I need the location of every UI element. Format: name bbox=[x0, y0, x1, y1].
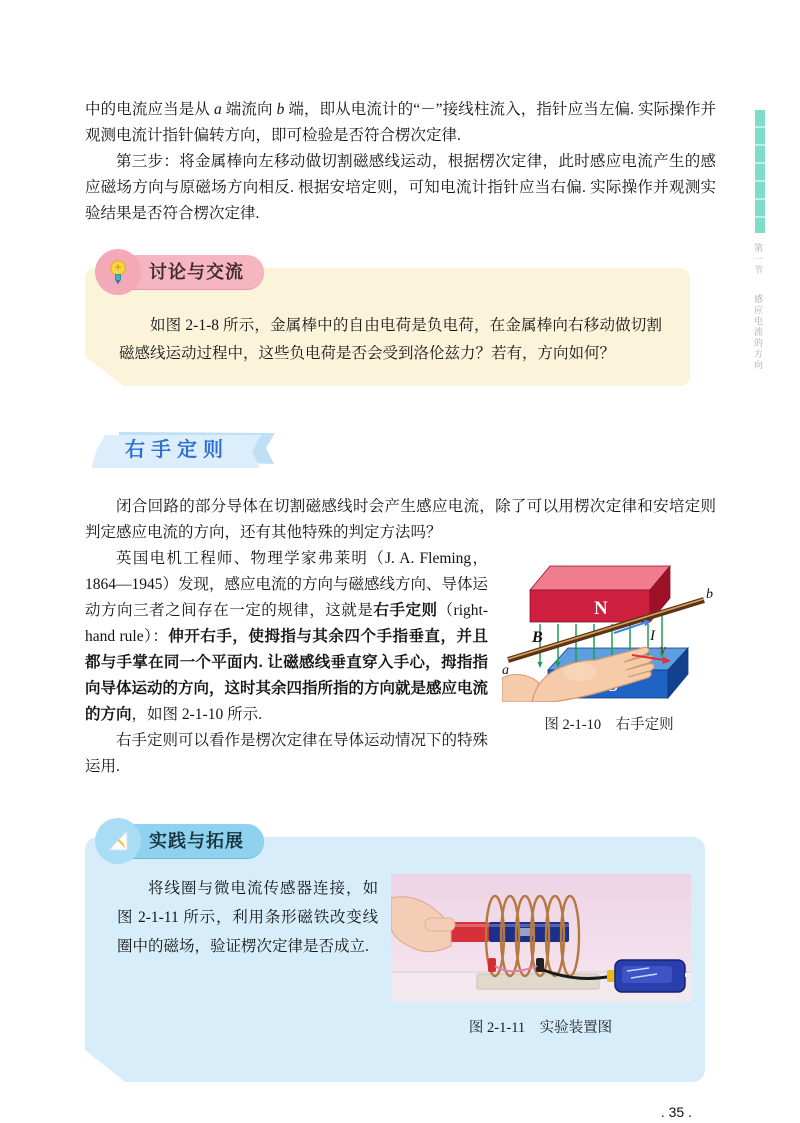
main-paragraph-3: 右手定则可以看作是楞次定律在导体运动情况下的特殊运用. bbox=[85, 732, 489, 775]
side-gap bbox=[758, 276, 759, 294]
page-content bbox=[85, 97, 716, 1120]
main-paragraph-1: 闭合回路的部分导体在切割磁感线时会产生感应电流，除了可以用楞次定律和安培定则判定感应电流的方向，还有其他特殊的判定方法吗？ bbox=[85, 498, 716, 541]
field-label: B bbox=[532, 629, 543, 646]
main-text: ，如图 2-1-10 所示. bbox=[131, 706, 262, 723]
term-right-hand-rule: 右手定则 bbox=[373, 602, 438, 619]
discussion-question: 如图 2-1-8 所示，金属棒中的自由电荷是负电荷，在金属棒向右移动做切割磁感线运动过程中，这些负电荷是否会受到洛伦兹力？若有，方向如何？ bbox=[119, 317, 662, 362]
discussion-box bbox=[85, 255, 690, 386]
side-section-marker bbox=[751, 243, 765, 371]
rule-statement-bold: 伸开右手，使拇指与其余四个手指垂直，并且都与手掌在同一个平面内. 让磁感线垂直穿入手心，拇指指向导体运动的方向，这时其余四指所指的方向就是感应电流的方向 bbox=[85, 628, 489, 723]
rod-end-b-label: b bbox=[706, 587, 713, 602]
experiment-photo bbox=[391, 874, 691, 1002]
discussion-title: 讨论与交流 bbox=[113, 255, 264, 289]
rod-end-a-label: a bbox=[502, 663, 509, 678]
section-banner bbox=[89, 432, 279, 472]
main-text: 英国电机工程师、物理学家弗莱明（J. A. Fleming，1864—1945）发现，感应电流的方向与磁感线方向、导体运动方向三者之间存在一定的规律，这就是 bbox=[85, 550, 489, 619]
figure-exp-caption: 图 2-1-11 实验装置图 bbox=[468, 1020, 613, 1036]
n-pole-label: N bbox=[594, 598, 608, 619]
figure-rhr-caption: 图 2-1-10 右手定则 bbox=[544, 717, 674, 733]
intro-paragraph-1 bbox=[85, 97, 716, 149]
practice-box bbox=[85, 824, 705, 1082]
page-number: . 35 . bbox=[660, 1104, 692, 1120]
side-section-number: 第一节 bbox=[753, 243, 763, 276]
practice-badge bbox=[95, 824, 264, 858]
intro-text: 端流向 bbox=[221, 101, 277, 118]
velocity-label: v bbox=[660, 641, 666, 656]
terminal-b-label: b bbox=[276, 101, 285, 118]
main-text-block bbox=[85, 494, 716, 780]
bulb-icon bbox=[95, 249, 141, 295]
terminal-a-label: a bbox=[213, 101, 222, 118]
intro-text: 中的电流应当是从 bbox=[85, 101, 214, 118]
figure-experiment bbox=[390, 874, 691, 1037]
practice-title: 实践与拓展 bbox=[113, 824, 264, 858]
set-square-icon bbox=[95, 818, 141, 864]
main-text: （right-hand rule）： bbox=[85, 602, 488, 645]
side-section-title: 感应电流的方向 bbox=[753, 294, 763, 371]
intro-text: 端，即从电流计的“－”接线柱流入，指针应当左偏. 实际操作并观测电流计指针偏转方向，即可检验是否符合楞次定律. bbox=[85, 101, 716, 144]
chapter-edge-bar bbox=[755, 110, 765, 233]
current-sensor bbox=[607, 960, 691, 992]
section-title: 右手定则 bbox=[125, 439, 229, 461]
practice-instructions: 将线圈与微电流传感器连接，如图 2-1-11 所示，利用条形磁铁改变线圈中的磁场，验证楞次定律是否成立. bbox=[117, 880, 379, 955]
intro-paragraph-2: 第三步：将金属棒向左移动做切割磁感线运动，根据楞次定律，此时感应电流产生的感应磁场方向与原磁场方向相反. 根据安培定则，可知电流计指针应当右偏. 实际操作并观测实验结果是否符合楞次定律. bbox=[85, 153, 716, 222]
discussion-badge bbox=[95, 255, 264, 289]
right-hand-rule-illustration bbox=[502, 550, 716, 702]
current-label: I bbox=[650, 628, 655, 644]
figure-right-hand-rule bbox=[502, 550, 716, 734]
